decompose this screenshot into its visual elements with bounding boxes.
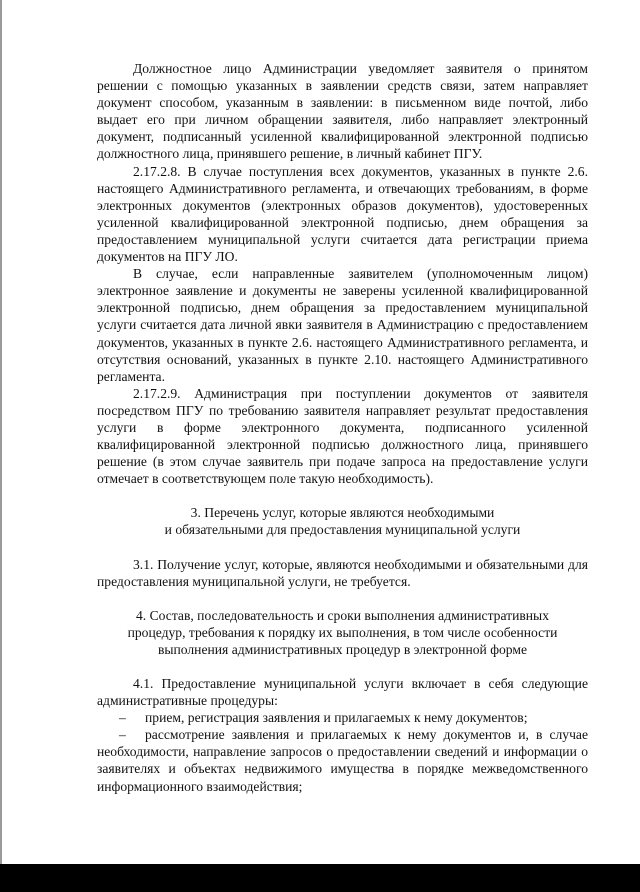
dash-marker: –	[119, 727, 126, 743]
dash-marker: –	[119, 710, 126, 726]
paragraph-2-17-2-9: 2.17.2.9. Администрация при поступлении документов от заявителя посредством ПГУ по требованию заявителя направляет результат предоставления услуги в форме электронного документа, подписанного усиленной квалифицированной электронной подписью должностного лица, принявшего решение (в этом случае заявитель при подаче запроса на предоставление услуги отмечает в соответствующем поле такую необходимость).	[97, 385, 588, 487]
list-item-text: рассмотрение заявления и прилагаемых к нему документов и, в случае необходимости, направление запросов о предоставлении сведений и информации о заявителях и объектах недвижимого имущества в порядке межведомственного информационного взаимодействия;	[97, 727, 588, 794]
scan-left-edge	[0, 0, 2, 892]
list-item	[97, 709, 588, 726]
spacer	[97, 590, 588, 607]
spacer	[97, 658, 588, 675]
document-page	[97, 60, 588, 795]
section4-heading-line3: выполнения административных процедур в электронной форме	[157, 641, 528, 657]
list-item-text: прием, регистрация заявления и прилагаемых к нему документов;	[145, 710, 528, 726]
section4-heading-line1: 4. Состав, последовательность и сроки выполнения административных	[136, 607, 549, 623]
spacer	[97, 487, 588, 504]
section3-heading-line2: и обязательными для предоставления муниципальной услуги	[164, 522, 521, 538]
paragraph-unsigned-documents: В случае, если направленные заявителем (уполномоченным лицом) электронное заявление и документы не заверены усиленной квалифицированной электронной подписью, днем обращения за предоставлением муниципальной услуги считается дата личной явки заявителя в Администрацию с предоставлением документов, указанных в пункте 2.6. настоящего Административного регламента, и отсутствия оснований, указанных в пункте 2.10. настоящего Административного регламента.	[97, 266, 588, 384]
scan-bottom-bar	[0, 864, 640, 892]
paragraph-4-1: 4.1. Предоставление муниципальной услуги включает в себя следующие административные процедуры:	[97, 676, 588, 709]
section3-heading-line1: 3. Перечень услуг, которые являются необходимыми	[190, 505, 495, 521]
paragraph-notification: Должностное лицо Администрации уведомляет заявителя о принятом решении с помощью указанных в заявлении средств связи, затем направляет документ способом, указанным в заявлении: в письменном виде почтой, либо выдает его при личном обращении заявителя, либо направляет электронный документ, подписанный усиленной квалифицированной электронной подписью должностного лица, принявшего решение, в личный кабинет ПГУ.	[97, 61, 588, 162]
section4-heading-line2: процедур, требования к порядку их выполнения, в том числе особенности	[127, 624, 558, 640]
spacer	[97, 539, 588, 556]
list-item	[97, 726, 588, 794]
paragraph-3-1: 3.1. Получение услуг, которые, являются необходимыми и обязательными для предоставления муниципальной услуги, не требуется.	[97, 556, 588, 589]
paragraph-2-17-2-8: 2.17.2.8. В случае поступления всех документов, указанных в пункте 2.6. настоящего Административного регламента, и отвечающих требованиям, в форме электронных документов (электронных образов документов), удостоверенных усиленной квалифицированной электронной подписью, днем обращения за предоставлением муниципальной услуги считается дата регистрации приема документов на ПГУ ЛО.	[97, 163, 588, 265]
